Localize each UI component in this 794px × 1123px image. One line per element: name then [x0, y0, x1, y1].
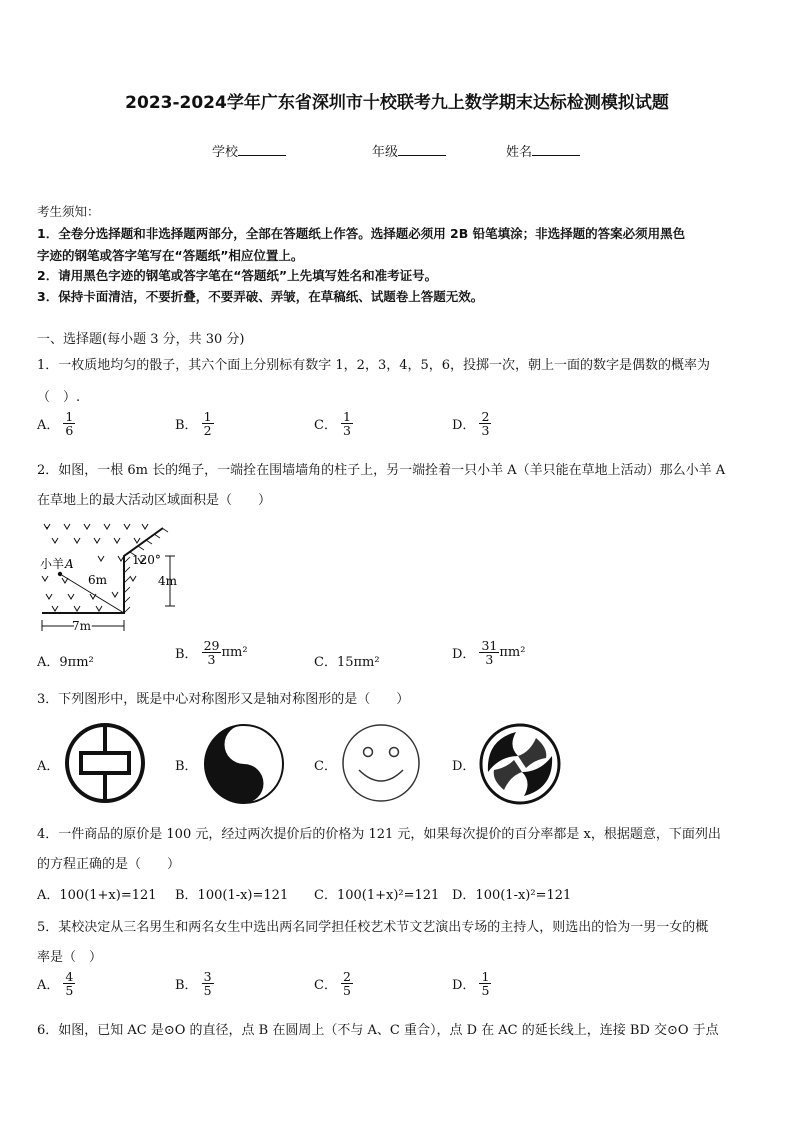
q5-option-a[interactable]: A． $\frac{4}{5}$ [37, 969, 74, 999]
q1-option-a[interactable]: A． $\frac{1}{6}$ [37, 409, 74, 439]
school-field [212, 141, 286, 160]
q4-line2: 的方程正确的是（ ） [37, 857, 181, 872]
q5-option-d[interactable]: D． $\frac{1}{5}$ [452, 969, 490, 999]
q4-option-d[interactable]: D．100(1-x)²=121 [452, 888, 572, 903]
q5-line2: 率是（ ） [37, 950, 103, 965]
q3-figure-a[interactable] [64, 722, 146, 804]
height-label: 4m [158, 574, 178, 588]
q5-option-c[interactable]: C． $\frac{2}{5}$ [314, 969, 351, 999]
name-label: 姓名 [506, 145, 533, 160]
note-2: 2．请用黑色字迹的钢笔或答字笔在“答题纸”上先填写姓名和准考证号。 [37, 268, 438, 283]
page-title: 2023-2024学年广东省深圳市十校联考九上数学期末达标检测模拟试题 [125, 93, 669, 113]
rope-length-label: 6m [88, 573, 108, 587]
name-field [506, 141, 580, 160]
q3-figure-d[interactable] [478, 722, 562, 806]
note-1b: 字迹的钢笔或答字笔写在“答题纸”相应位置上。 [37, 248, 304, 263]
q1-line2: （ ）. [37, 390, 81, 405]
q3-option-b-label[interactable]: B． [175, 759, 198, 774]
note-1a: 1．全卷分选择题和非选择题两部分，全部在答题纸上作答。选择题必须用 2B 铅笔填涂；非选择题的答案必须用黑色 [37, 226, 686, 241]
q3-figure-b[interactable] [202, 722, 286, 806]
width-label: 7m [72, 619, 92, 633]
q1-option-c[interactable]: C． $\frac{1}{3}$ [314, 409, 351, 439]
q2-option-d[interactable]: D． $\frac{31}{3}$ πm² [452, 638, 526, 668]
q2-line2: 在草地上的最大活动区域面积是（ ） [37, 493, 272, 508]
q1-option-b[interactable]: B． $\frac{1}{2}$ [175, 409, 212, 439]
notes-heading: 考生须知： [37, 204, 100, 219]
q4-option-a[interactable]: A．100(1+x)=121 [37, 888, 157, 903]
q3-text: 3．下列图形中，既是中心对称图形又是轴对称图形的是（ ） [37, 692, 410, 707]
q2-option-c[interactable]: C．15πm² [314, 655, 380, 670]
angle-label: 120° [132, 553, 161, 567]
q2-line1: 2．如图，一根 6m 长的绳子，一端拴在围墙墙角的柱子上，另一端拴着一只小羊 A（羊只能在草地上活动）那么小羊 A [37, 463, 726, 478]
note-3: 3．保持卡面清洁，不要折叠，不要弄破、弄皱，在草稿纸、试题卷上答题无效。 [37, 289, 484, 304]
q2-figure [38, 518, 183, 633]
section-heading: 一、选择题(每小题 3 分，共 30 分) [37, 332, 245, 347]
q3-option-c-label[interactable]: C． [314, 759, 337, 774]
q5-line1: 5．某校决定从三名男生和两名女生中选出两名同学担任校艺术节文艺演出专场的主持人，则选出的恰为一男一女的概 [37, 920, 709, 935]
q4-line1: 4．一件商品的原价是 100 元，经过两次提价后的价格为 121 元，如果每次提价的百分率都是 x，根据题意，下面列出 [37, 827, 721, 842]
q2-option-a[interactable]: A．9πm² [37, 655, 94, 670]
point-a-label: A [65, 557, 74, 571]
q3-figure-c[interactable] [340, 722, 422, 804]
q5-option-b[interactable]: B． $\frac{3}{5}$ [175, 969, 212, 999]
grade-label: 年级 [372, 145, 399, 160]
q3-option-d-label[interactable]: D． [452, 759, 476, 774]
q4-option-c[interactable]: C．100(1+x)²=121 [314, 888, 440, 903]
grade-field [372, 141, 446, 160]
school-label: 学校 [212, 145, 239, 160]
q6-line1: 6．如图，已知 AC 是⊙O 的直径，点 B 在圆周上（不与 A、C 重合），点 D 在 AC 的延长线上，连接 BD 交⊙O 于点 [37, 1023, 719, 1038]
q4-option-b[interactable]: B．100(1-x)=121 [175, 888, 289, 903]
q3-option-a-label[interactable]: A． [37, 759, 60, 774]
sheep-label: 小羊 [40, 557, 65, 571]
q1-option-d[interactable]: D． $\frac{2}{3}$ [452, 409, 490, 439]
q2-option-b[interactable]: B． $\frac{29}{3}$ πm² [175, 638, 248, 668]
q1-line1: 1．一枚质地均匀的骰子，其六个面上分别标有数字 1，2，3，4，5，6，投掷一次，朝上一面的数字是偶数的概率为 [37, 358, 711, 373]
sheep-point [58, 572, 62, 576]
